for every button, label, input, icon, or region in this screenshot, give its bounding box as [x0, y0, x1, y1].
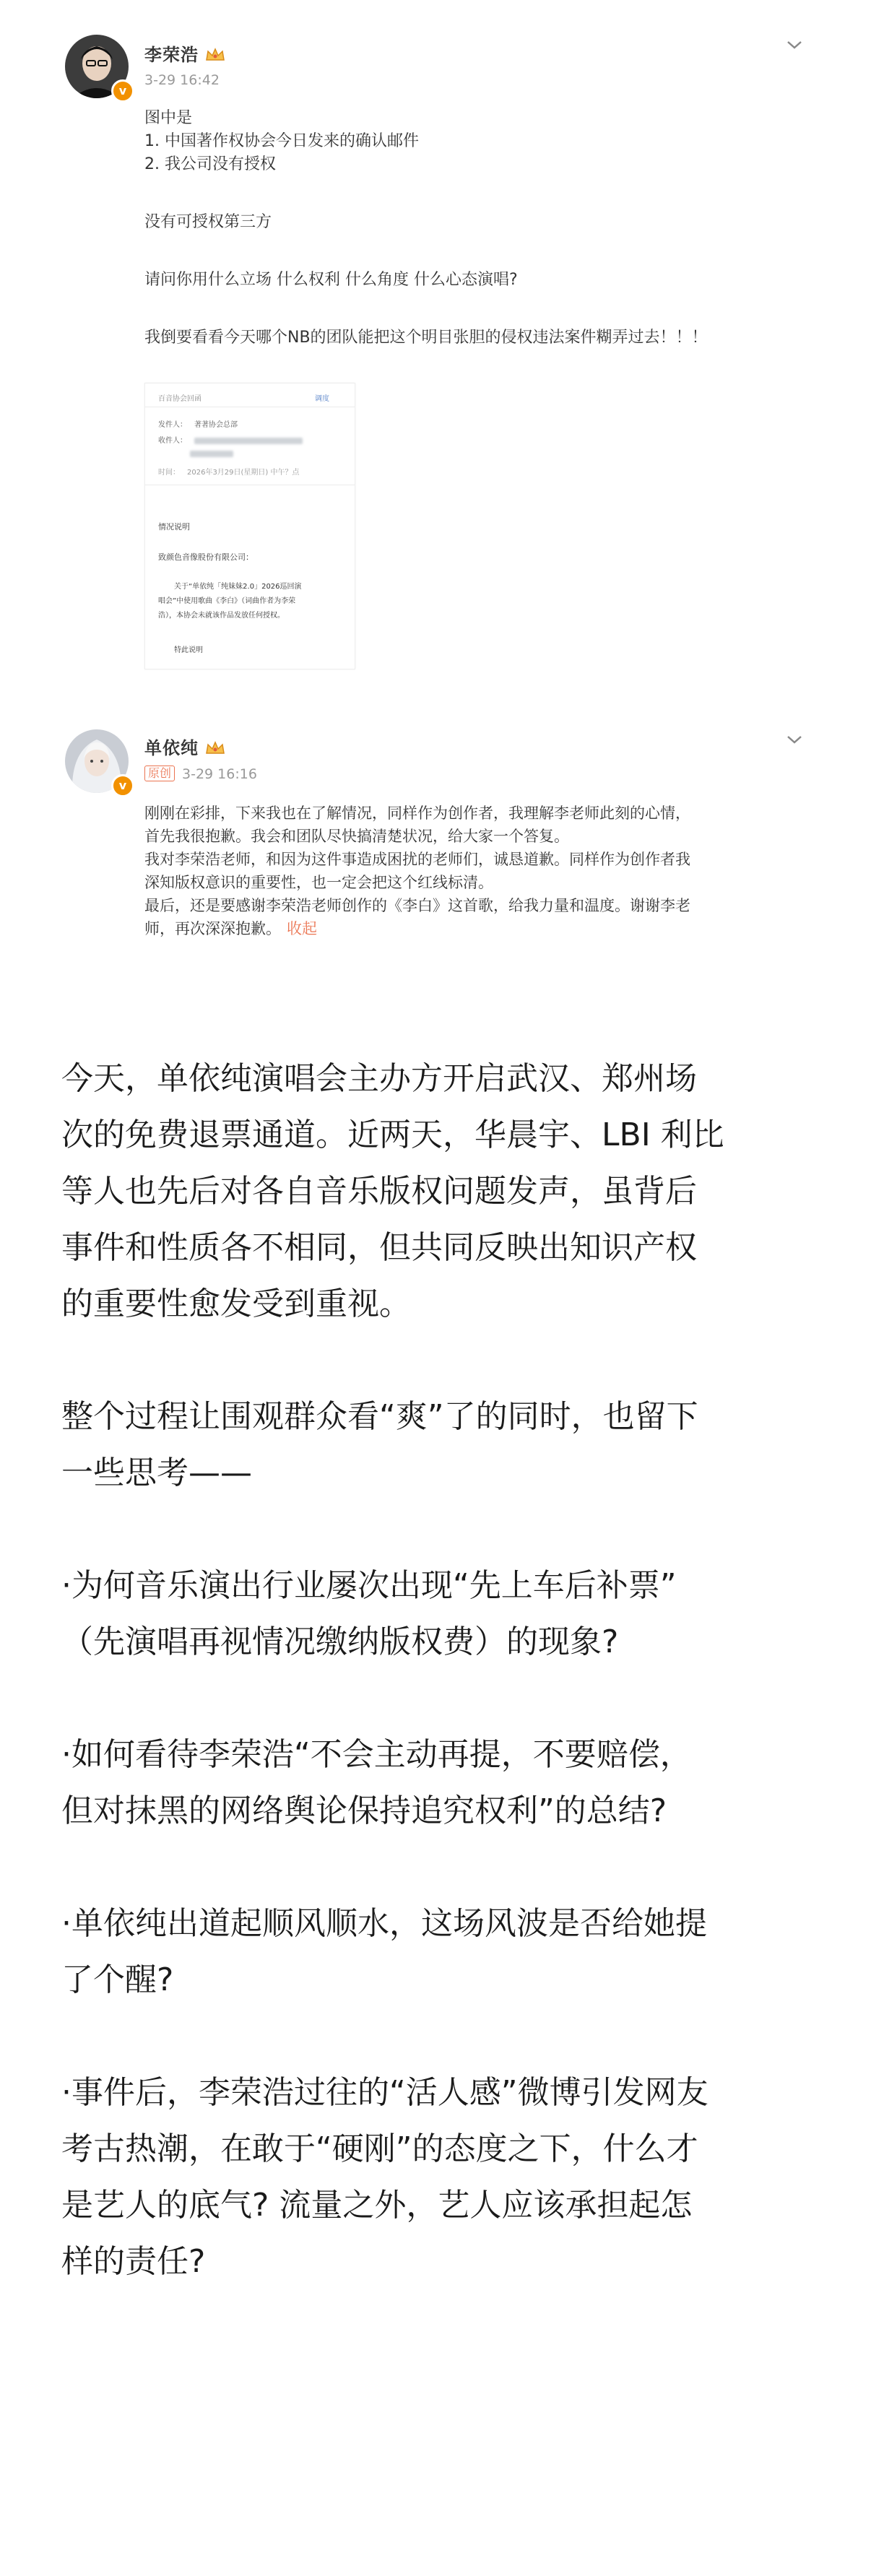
original-tag: 原创 [144, 766, 175, 781]
article-line: ·单依纯出道起顺风顺水，这场风波是否给她提 [61, 1905, 707, 1942]
article-line: 的重要性愈发受到重视。 [61, 1285, 411, 1322]
post2-line: 我对李荣浩老师，和因为这件事造成困扰的老师们，诚恳道歉。同样作为创作者我 [144, 851, 690, 868]
doc-header-right: 调度 [315, 395, 329, 403]
post1-line: 请问你用什么立场 什么权利 什么角度 什么心态演唱? [144, 271, 518, 289]
doc-section-title: 情况说明 [158, 522, 190, 532]
username-text[interactable]: 李荣浩 [144, 45, 199, 65]
doc-header-left: 百音协会回函 [158, 395, 202, 403]
weibo-post-1 [0, 0, 871, 693]
username-text[interactable]: 单依纯 [144, 738, 199, 758]
doc-sender-value: 著著协会总部 [194, 421, 238, 429]
crown-badge-icon [204, 47, 226, 63]
article-line: 一些思考—— [61, 1454, 252, 1491]
post2-line: 刚刚在彩排，下来我也在了解情况，同样作为创作者，我理解李老师此刻的心情， [144, 805, 690, 822]
weibo-post-2 [0, 693, 871, 1018]
doc-body-line: 唱会”中使用歌曲《李白》（词曲作者为李荣 [158, 597, 296, 605]
article-line: 但对抹黑的网络舆论保持追究权利”的总结? [61, 1792, 667, 1829]
doc-time-label: 时间： [158, 469, 180, 477]
verified-badge-icon: v [111, 79, 134, 103]
article-line: 了个醒? [61, 1961, 174, 1998]
crown-badge-icon [204, 740, 226, 756]
post2-line [144, 917, 816, 940]
doc-sender-label: 发件人： [158, 421, 187, 429]
post1-username[interactable] [144, 40, 226, 66]
chevron-down-icon[interactable] [784, 732, 805, 747]
post2-line: 首先我很抱歉。我会和团队尽快搞清楚状况，给大家一个答复。 [144, 828, 569, 845]
article-line: 等人也先后对各自音乐版权问题发声，虽背后 [61, 1173, 697, 1210]
confirmation-email-image[interactable] [144, 383, 355, 669]
doc-recipient-label: 收件人： [158, 437, 187, 445]
post1-line: 图中是 [144, 109, 193, 127]
doc-blurred-line [190, 451, 233, 457]
post1-line: 没有可授权第三方 [144, 213, 272, 231]
article-line: 今天，单依纯演唱会主办方开启武汉、郑州场 [61, 1060, 697, 1097]
article-line: （先演唱再视情况缴纳版权费）的现象? [61, 1623, 619, 1660]
doc-body-line: 关于“单依纯「纯妹妹2.0」2026巡回演 [174, 583, 302, 591]
post1-line: 2. 我公司没有授权 [144, 155, 276, 173]
article-line: 整个过程让围观群众看“爽”了的同时，也留下 [61, 1398, 698, 1435]
doc-body-line: 浩），本协会未就该作品发放任何授权。 [158, 612, 285, 620]
chevron-down-icon[interactable] [784, 38, 805, 52]
post2-line: 深知版权意识的重要性，也一定会把这个红线标清。 [144, 874, 493, 891]
article-line: 事件和性质各不相同，但共同反映出知识产权 [61, 1229, 697, 1266]
doc-footer: 特此说明 [174, 646, 203, 654]
article-line: 样的责任? [61, 2243, 206, 2280]
verified-badge-icon: v [111, 774, 134, 797]
post2-username[interactable] [144, 734, 226, 759]
doc-addressee: 致颜色音像股份有限公司： [158, 552, 254, 562]
post2-time: 3-29 16:16 [182, 766, 257, 782]
post1-line: 1. 中国著作权协会今日发来的确认邮件 [144, 132, 419, 150]
post1-line: 我倒要看看今天哪个NB的团队能把这个明目张胆的侵权违法案件糊弄过去！！！ [144, 329, 708, 347]
post1-text [144, 107, 816, 350]
collapse-link[interactable]: 收起 [287, 920, 317, 937]
article-line: 考古热潮，在敢于“硬刚”的态度之下，什么才 [61, 2130, 698, 2167]
article-body [61, 1051, 812, 2290]
article-line: 是艺人的底气? 流量之外，艺人应该承担起怎 [61, 2187, 693, 2224]
doc-recipient-blurred [194, 438, 303, 444]
post2-text [144, 802, 816, 940]
post2-meta [144, 766, 257, 782]
article-line: ·为何音乐演出行业屡次出现“先上车后补票” [61, 1567, 677, 1604]
article-line: ·事件后，李荣浩过往的“活人感”微博引发网友 [61, 2074, 708, 2111]
article-line: ·如何看待李荣浩“不会主动再提，不要赔偿， [61, 1736, 692, 1773]
doc-time-value: 2026年3月29日(星期日) 中午？点 [187, 469, 300, 477]
post2-line: 最后，还是要感谢李荣浩老师创作的《李白》这首歌，给我力量和温度。谢谢李老 [144, 897, 690, 914]
article-line: 次的免费退票通道。近两天，华晨宇、LBI 利比 [61, 1116, 724, 1153]
post1-time: 3-29 16:42 [144, 72, 220, 88]
post2-line-text: 师，再次深深抱歉。 [144, 920, 281, 937]
